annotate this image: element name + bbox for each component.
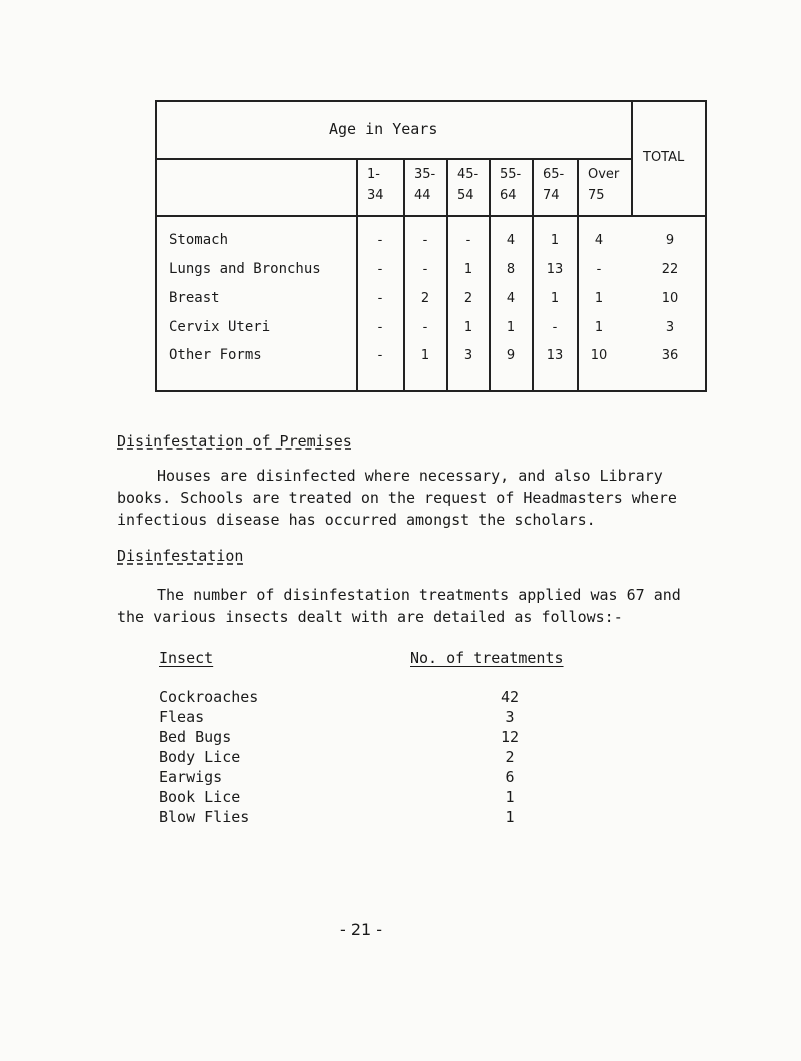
- treatments-column-heading: No. of treatments: [410, 649, 564, 667]
- treatment-count: 2: [505, 748, 515, 766]
- table-cell: 13: [546, 348, 564, 363]
- insect-name: Fleas: [159, 708, 205, 726]
- table-cell: 13: [546, 262, 564, 277]
- age-column-header: 35- 44: [414, 167, 436, 203]
- row-total: 10: [661, 291, 679, 306]
- age-header-cell: [157, 102, 631, 160]
- insect-name: Earwigs: [159, 768, 223, 786]
- table-cell: 1: [420, 348, 430, 363]
- row-label: Stomach: [169, 232, 229, 248]
- table-cell: -: [422, 320, 428, 335]
- total-header: TOTAL: [643, 150, 685, 165]
- paragraph-line: The number of disinfestation treatments applied was 67 and: [157, 586, 681, 604]
- table-cell: -: [422, 262, 428, 277]
- table-cell: 2: [420, 291, 430, 306]
- table-cell: -: [596, 262, 602, 277]
- insect-name: Cockroaches: [159, 688, 259, 706]
- table-cell: -: [552, 320, 558, 335]
- table-cell: -: [377, 233, 383, 248]
- table-cell: 1: [594, 291, 604, 306]
- table-cell: 3: [463, 348, 473, 363]
- age-header: Age in Years: [329, 120, 438, 138]
- treatment-count: 42: [500, 688, 520, 706]
- age-column-header: Over 75: [588, 167, 620, 203]
- table-cell: 4: [594, 233, 604, 248]
- row-total: 9: [665, 233, 675, 248]
- cancer-deaths-table: [155, 100, 707, 392]
- section-heading: Disinfestation of Premises: [117, 432, 352, 450]
- age-column-header: 55- 64: [500, 167, 522, 203]
- table-cell: -: [377, 348, 383, 363]
- paragraph-line: books. Schools are treated on the request of Headmasters where: [117, 489, 677, 507]
- paragraph-line: the various insects dealt with are detailed as follows:-: [117, 608, 623, 626]
- row-label: Other Forms: [169, 347, 262, 363]
- header-separator: [157, 215, 705, 217]
- row-total: 3: [665, 320, 675, 335]
- table-cell: -: [377, 262, 383, 277]
- insect-name: Blow Flies: [159, 808, 250, 826]
- insect-column-heading: Insect: [159, 649, 214, 667]
- row-total: 36: [661, 348, 679, 363]
- table-cell: 1: [463, 320, 473, 335]
- age-column-header: 1- 34: [367, 167, 384, 203]
- table-cell: 4: [506, 291, 516, 306]
- row-label: Cervix Uteri: [169, 319, 271, 335]
- table-cell: -: [377, 320, 383, 335]
- table-cell: 10: [590, 348, 608, 363]
- paragraph-line: Houses are disinfected where necessary, and also Library: [157, 467, 663, 485]
- table-cell: 4: [506, 233, 516, 248]
- column-divider: [356, 158, 358, 392]
- insect-name: Book Lice: [159, 788, 241, 806]
- row-label: Lungs and Bronchus: [169, 261, 321, 277]
- insect-name: Bed Bugs: [159, 728, 232, 746]
- treatment-count: 1: [505, 808, 515, 826]
- table-cell: 1: [550, 291, 560, 306]
- table-cell: 2: [463, 291, 473, 306]
- age-column-header: 45- 54: [457, 167, 479, 203]
- table-cell: 1: [506, 320, 516, 335]
- table-cell: 1: [550, 233, 560, 248]
- paragraph-line: infectious disease has occurred amongst the scholars.: [117, 511, 596, 529]
- table-cell: 8: [506, 262, 516, 277]
- table-cell: 1: [594, 320, 604, 335]
- table-cell: 1: [463, 262, 473, 277]
- row-total: 22: [661, 262, 679, 277]
- row-label: Breast: [169, 290, 220, 306]
- treatment-count: 12: [500, 728, 520, 746]
- insect-name: Body Lice: [159, 748, 241, 766]
- total-header-cell: [631, 102, 709, 215]
- column-divider: [532, 158, 534, 392]
- treatment-count: 6: [505, 768, 515, 786]
- treatment-count: 3: [505, 708, 515, 726]
- table-cell: -: [422, 233, 428, 248]
- section-heading: Disinfestation: [117, 547, 244, 565]
- table-cell: -: [465, 233, 471, 248]
- table-cell: -: [377, 291, 383, 306]
- table-cell: 9: [506, 348, 516, 363]
- page-number: - 21 -: [340, 920, 383, 939]
- age-column-header: 65- 74: [543, 167, 565, 203]
- treatment-count: 1: [505, 788, 515, 806]
